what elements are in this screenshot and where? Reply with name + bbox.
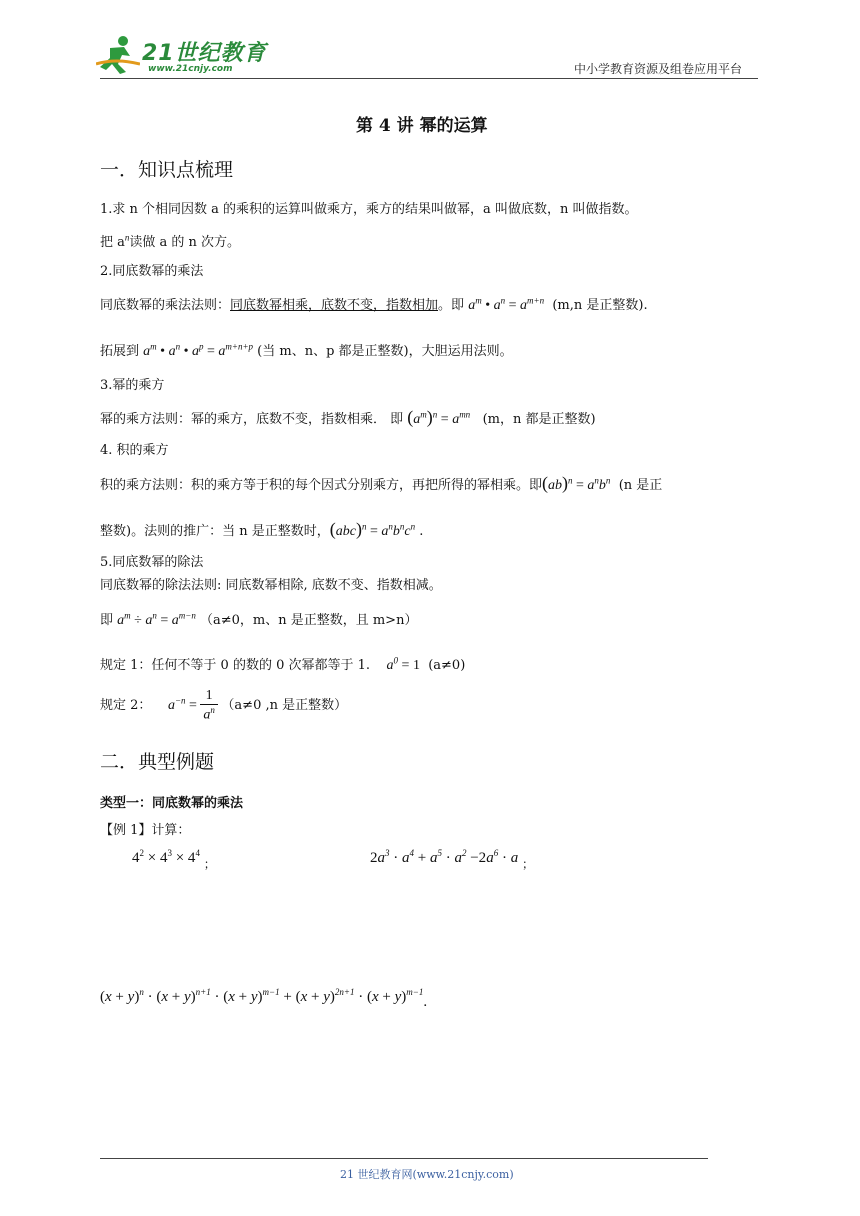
header-divider bbox=[100, 78, 758, 79]
section-heading-examples: 二．典型例题 bbox=[100, 751, 215, 773]
rule-power-of-product: 积的乘方法则：积的乘方等于积的每个因式分别乘方，再把所得的幂相乘。即$(ab)^n = a^nb^n$ (n 是正 bbox=[100, 473, 663, 493]
header-right-text: 中小学教育资源及组卷应用平台 bbox=[574, 62, 743, 76]
section-heading-knowledge: 一．知识点梳理 bbox=[100, 159, 234, 181]
rule-power-of-product-extension: 整数)。法则的推广：当 n 是正整数时，$(abc)^n = a^nb^nc^n$ . bbox=[100, 519, 424, 539]
footer-text: 21 世纪教育网(www.21cnjy.com) bbox=[340, 1168, 514, 1181]
rule-division-formula: 即 $a^m \div a^n = a^{m-n}$ （a≠0，m、n 是正整数，且 m>n） bbox=[100, 610, 418, 628]
example-1-expr-3: $(x + y)^n \cdot (x + y)^{n+1} \cdot (x + y)^{m-1} + (x + y)^{2n+1} \cdot (x + y)^{m-1}$. bbox=[100, 987, 428, 1010]
heading-same-base-multiplication: 2.同底数幂的乘法 bbox=[100, 264, 204, 279]
paragraph-read-as: 把 $a^n$读做 a 的 n 次方。 bbox=[100, 232, 241, 250]
example-1-expr-1: $4^2 \times 4^3 \times 4^4$ $_;$ bbox=[132, 848, 216, 871]
rule-multiplication: 同底数幂的乘法法则：同底数幂相乘，底数不变，指数相加。即 $a^m$ • $a^n = a^{m+n}$ (m,n 是正整数). bbox=[100, 295, 648, 313]
footer-divider bbox=[100, 1158, 708, 1159]
rule-power-of-power: 幂的乘方法则：幂的乘方，底数不变，指数相乘． 即 $(a^m)^n = a^{mn}$ (m，n 都是正整数) bbox=[100, 407, 596, 427]
rule-negative-exponent: 规定 2： $a^{-n}$ = $\frac{1}{a^n}$ （a≠0 ,n 是正整数） bbox=[100, 688, 348, 723]
logo-url: www.21cnjy.com bbox=[148, 64, 233, 74]
example-1-label: 【例 1】计算： bbox=[100, 823, 191, 838]
heading-same-base-division: 5.同底数幂的除法 bbox=[100, 555, 204, 570]
type-heading-multiplication: 类型一：同底数幂的乘法 bbox=[100, 796, 244, 811]
logo bbox=[96, 34, 267, 78]
heading-power-of-power: 3.幂的乘方 bbox=[100, 378, 165, 393]
runner-logo-icon bbox=[96, 34, 140, 76]
heading-power-of-product: 4. 积的乘方 bbox=[100, 443, 169, 458]
rule-multiplication-extension: 拓展到 $a^m$ • $a^n$ • $a^p = a^{m+n+p}$ (当 m、n、p 都是正整数)，大胆运用法则。 bbox=[100, 341, 513, 359]
rule-zero-exponent: 规定 1：任何不等于 0 的数的 0 次幂都等于 1. $a^0 = 1$ (a≠0) bbox=[100, 655, 466, 673]
logo-text: 21世纪教育 bbox=[142, 41, 267, 66]
rule-division: 同底数幂的除法法则: 同底数幂相除, 底数不变、指数相减。 bbox=[100, 578, 442, 593]
example-1-expr-2: $2a^3 \cdot a^4 + a^5 \cdot a^2 -2a^6 \cdot a$ $_;$ bbox=[370, 848, 534, 871]
page-title: 第 4 讲 幂的运算 bbox=[356, 116, 488, 136]
paragraph-power-definition: 1.求 n 个相同因数 a 的乘积的运算叫做乘方，乘方的结果叫做幂，a 叫做底数，n 叫做指数。 bbox=[100, 202, 638, 217]
